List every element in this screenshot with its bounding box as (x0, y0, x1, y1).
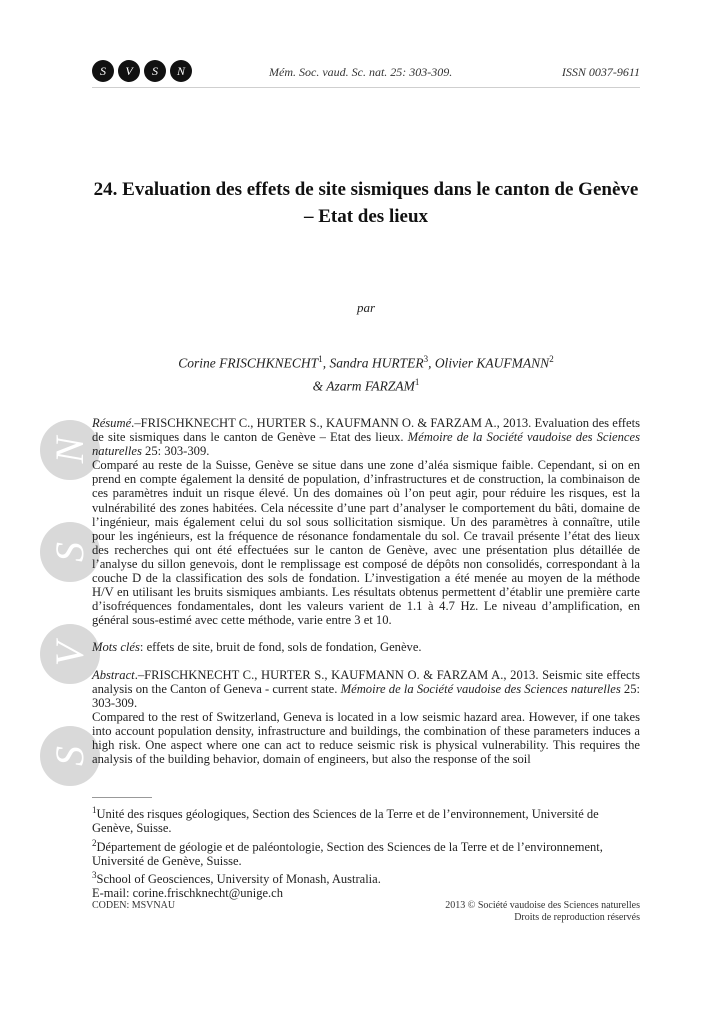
footnote: $^2$Département de géologie et de paléontologie, Section des Sciences de la Terre et de l’environnement, Université de Genève, Suisse. (92, 837, 603, 868)
svsn-logo (92, 60, 192, 82)
contact-email: E-mail: corine.frischknecht@unige.ch (92, 886, 283, 901)
abstract-label: Abstract (92, 667, 135, 682)
article-body (92, 416, 640, 766)
logo-letter: N (170, 60, 192, 82)
issn: ISSN 0037-9611 (561, 65, 640, 79)
author-name: Corine FRISCHKNECHT (178, 355, 319, 371)
copyright: 2013 © Société vaudoise des Sciences naturelles Droits de reproduction réservés (445, 900, 640, 923)
affiliation-ref: 3 (423, 354, 429, 364)
page-header (92, 60, 640, 86)
logo-letter: S (92, 60, 114, 82)
keywords: Mots clés: effets de site, bruit de fond, sols de fondation, Genève. (92, 640, 422, 655)
watermark-letter: V (40, 624, 100, 684)
keywords-label: Mots clés (92, 640, 140, 655)
logo-letter: V (118, 60, 140, 82)
affiliation-ref: 2 (549, 354, 554, 364)
resume-text: Comparé au reste de la Suisse, Genève se situe dans une zone d’aléa sismique faible. Cependant, si on en prend en compte également la densité de population, d’infrastructures et de construction, la combinaison de ces paramètres induit un risque élevé. Un des domaines où l’on peut agir, pour réduire les risques, est la vulnérabilité des zones habitées. Cela nécessite d’une part d’analyser le comportement du bâti, domaine de l’ingénieur, mais également celui du sol sous sollicitation sismique. Un des paramètres à connaître, utile pour les ingénieurs, est la fréquence de résonance fondamentale du sol. Ce travail présente l’état des lieux des recherches qui ont été effectuées sur le canton de Genève, avec une présentation plus détaillée de l’analyse du sillon genevois, dont le remplissage est composé de dépôts non consolidés, correspondant à la couche D de la classification des sols de fondation. L’investigation a été menée au moyen de la méthode H/V en utilisant les bruits sismiques ambiants. Les résultats obtenus permettent d’établir une première carte d’isofréquences fondamentales, dont les valeurs varient de 1.1 à 4.7 Hz. Le niveau d’amplification, en général sous-estimé avec cette méthode, varie entre 3 et 10. (92, 458, 640, 628)
author-name: & Azarm FARZAM (312, 378, 415, 393)
by-line: par (356, 300, 376, 315)
abstract-citation: Abstract.–FRISCHKNECHT C., HURTER S., KAUFMANN O. & FARZAM A., 2013. Seismic site effects analysis on the Canton of Geneva - current state. Mémoire de la Société vaudoise des Sciences naturelles 25: 303-309. (92, 667, 641, 710)
watermark-letter: N (40, 420, 100, 480)
footnote: $^3$School of Geosciences, University of Monash, Australia. (92, 870, 381, 887)
footnote: $^1$Unité des risques géologiques, Section des Sciences de la Terre et de l’environnement, Université de Genève, Suisse. (92, 805, 599, 836)
author-list (92, 350, 640, 395)
journal-reference: Mém. Soc. vaud. Sc. nat. 25: 303-309. (269, 65, 453, 79)
journal-name: Mémoire de la Société vaudoise des Sciences naturelles (340, 681, 621, 696)
footnote-divider (92, 797, 152, 798)
resume-citation: Résumé.–FRISCHKNECHT C., HURTER S., KAUFMANN O. & FARZAM A., 2013. Evaluation des effets de site sismiques dans le canton de Genève – Etat des lieux. Mémoire de la Société vaudoise des Sciences naturelles 25: 303-309. (92, 416, 640, 459)
article-title: 24. Evaluation des effets de site sismiques dans le canton de Genève – Etat des lieux (93, 179, 639, 227)
journal-name: Mémoire de la Société vaudoise des Sciences naturelles (92, 430, 640, 459)
affiliation-ref: 1 (414, 376, 420, 387)
footnotes (92, 803, 640, 901)
abstract-text: Compared to the rest of Switzerland, Geneva is located in a low seismic hazard area. However, if one takes into account population density, infrastructure and buildings, the combination of these parameters induces a high risk. One aspect where one can act to reduce seismic risk is physical vulnerability. This requires the analysis of the building behavior, domain of engineers, but also the response of the soil (92, 709, 640, 767)
author-name: , Sandra HURTER (322, 355, 424, 371)
logo-letter: S (144, 60, 166, 82)
svsn-watermark (40, 420, 100, 790)
watermark-letter: S (40, 522, 100, 582)
header-divider (92, 87, 640, 88)
coden: CODEN: MSVNAU (92, 900, 176, 911)
resume-label: Résumé (92, 416, 132, 430)
watermark-letter: S (40, 726, 100, 786)
affiliation-ref: 1 (318, 354, 323, 364)
author-name: , Olivier KAUFMANN (428, 355, 550, 371)
